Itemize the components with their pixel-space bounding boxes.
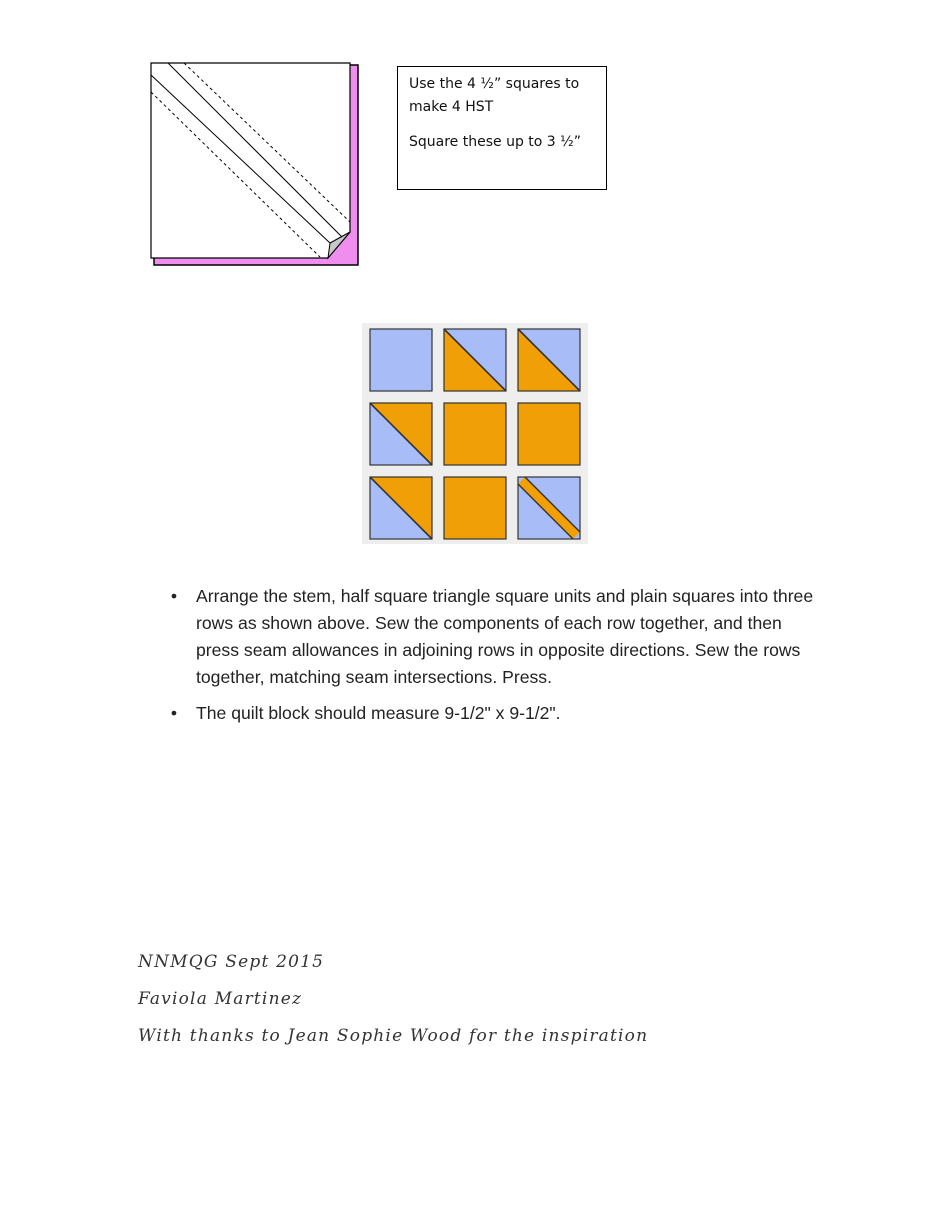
block-cell-hst-orange-top-right — [370, 477, 432, 539]
cell-square — [444, 477, 506, 539]
guild-date: NNMQG Sept 2015 — [138, 952, 325, 972]
author-name: Faviola Martinez — [138, 989, 303, 1009]
white-fabric-square — [151, 63, 350, 258]
block-cell-plain-blue — [370, 329, 432, 391]
block-cell-plain-orange — [444, 403, 506, 465]
block-cell-hst-orange-bottom-left — [518, 329, 580, 391]
handwritten-footer — [138, 944, 758, 1055]
bullet: • — [170, 703, 178, 723]
hst-sewing-diagram — [150, 62, 360, 267]
instruction-text-arrange: Arrange the stem, half square triangle square units and plain squares into three rows as shown above. Sew the components of each row together, and then press seam allowances in adjoining rows in opposite directions. Sew the rows together, matching seam intersections. Press. — [196, 586, 814, 687]
bullet: • — [170, 586, 178, 606]
inspiration-credit: With thanks to Jean Sophie Wood for the inspiration — [138, 1026, 649, 1046]
block-cell-plain-orange — [444, 477, 506, 539]
block-cell-hst-orange-bottom-left — [444, 329, 506, 391]
cell-square — [518, 403, 580, 465]
quilt-block-diagram — [362, 323, 588, 544]
block-cell-hst-orange-top-right — [370, 403, 432, 465]
cell-square — [444, 403, 506, 465]
note-line-square-up: Square these up to 3 ½” — [409, 134, 581, 150]
instruction-list — [168, 583, 828, 736]
instruction-item — [168, 700, 828, 727]
block-cell-stem — [518, 477, 580, 539]
hst-instruction-note — [397, 66, 607, 190]
block-cell-plain-orange — [518, 403, 580, 465]
note-line-squares: Use the 4 ½” squares to make 4 HST — [409, 76, 580, 115]
cell-square — [370, 329, 432, 391]
instruction-item — [168, 583, 828, 691]
instruction-text-measure: The quilt block should measure 9-1/2" x 9-1/2". — [196, 703, 561, 723]
